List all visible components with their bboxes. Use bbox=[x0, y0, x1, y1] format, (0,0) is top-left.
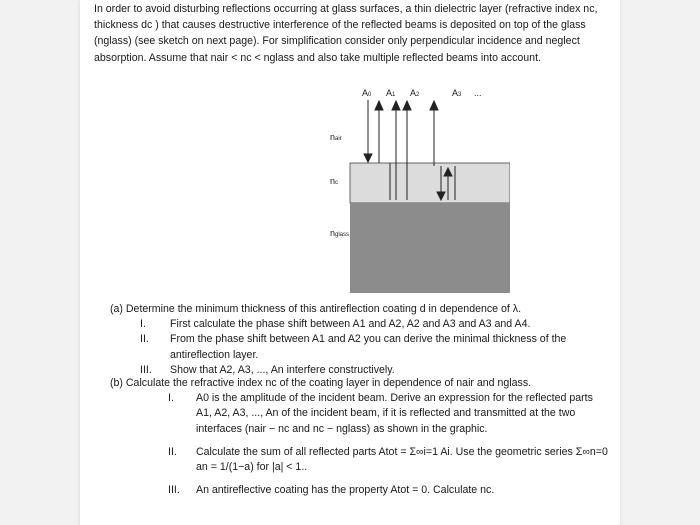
question-a-item-1: First calculate the phase shift between A1 and A2, A2 and A3 and A3 and A4. bbox=[170, 318, 531, 331]
question-b bbox=[110, 376, 610, 498]
question-a-item-3-num: III. bbox=[140, 363, 152, 376]
intro-paragraph: In order to avoid disturbing reflections occurring at glass surfaces, a thin dielectric layer (refractive index nc, thickness dc ) that causes destructive interference of the reflected beams is deposited on top of the glass (nglass) (see sketch on next page). For simplification consider only perpendicular incidence and neglect absorption. Assume that nair < nc < nglass and also take multiple reflected beams into account. bbox=[94, 3, 598, 64]
question-a-item-2: From the phase shift between A1 and A2 you can derive the minimal thickness of the antireflection layer. bbox=[170, 333, 567, 361]
beam-label-a0: A0 bbox=[362, 88, 372, 98]
question-b-item-2-num: II. bbox=[168, 445, 177, 458]
coating-layer bbox=[350, 163, 510, 203]
label-n-c: nc bbox=[330, 176, 339, 186]
beam-label-a2: A2 bbox=[410, 88, 420, 98]
question-b-text: Calculate the refractive index nc of the coating layer in dependence of nair and nglass. bbox=[125, 377, 532, 389]
beam-a0 bbox=[364, 100, 372, 162]
glass-layer bbox=[350, 203, 510, 293]
question-a-label: (a) bbox=[110, 303, 123, 315]
question-a-item-3: Show that A2, A3, ..., An interfere constructively. bbox=[170, 363, 395, 376]
question-b-item-3-num: III. bbox=[168, 484, 180, 497]
reflection-diagram bbox=[250, 88, 510, 293]
beam-label-ellipsis: ... bbox=[474, 88, 482, 98]
question-a-item-2-num: II. bbox=[140, 333, 149, 346]
label-n-air: nair bbox=[330, 132, 342, 142]
question-a-item-1-num: I. bbox=[140, 318, 146, 331]
question-b-item-1: A0 is the amplitude of the incident beam. Derive an expression for the reflected parts A1, A2, A3, ..., An of the incident beam, if it is reflected and transmitted at the two interfaces (nair − nc and nc − nglass) as shown in the graphic. bbox=[196, 392, 593, 435]
question-a bbox=[110, 302, 610, 378]
question-b-item-1-num: I. bbox=[168, 392, 174, 405]
question-b-item-2: Calculate the sum of all reflected parts Atot = Σ∞i=1 Ai. Use the geometric series Σ∞n=0 an = 1/(1−a) for |a| < 1.. bbox=[196, 445, 608, 474]
beam-label-a1: A1 bbox=[386, 88, 396, 98]
document-page bbox=[80, 0, 620, 525]
question-b-label: (b) bbox=[110, 377, 123, 389]
beam-label-a3: A3 bbox=[452, 88, 462, 98]
reflection-sketch bbox=[250, 88, 510, 293]
beam-a1 bbox=[375, 101, 383, 163]
question-b-item-3: An antireflective coating has the property Atot = 0. Calculate nc. bbox=[196, 484, 495, 497]
question-a-text: Determine the minimum thickness of this antireflection coating d in dependence of λ. bbox=[125, 303, 522, 315]
label-n-glass: nglass bbox=[330, 228, 350, 238]
